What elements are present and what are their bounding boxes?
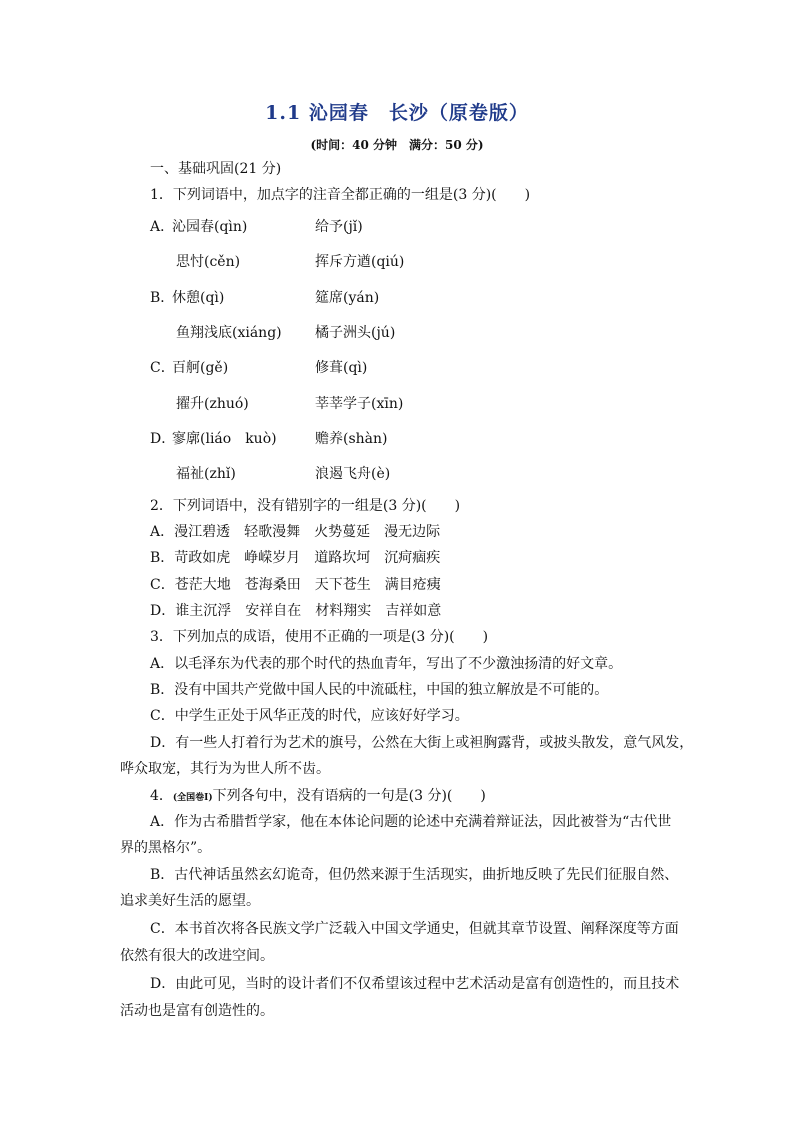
doc-subtitle: (时间：40 分钟 满分：50 分) [310, 138, 484, 152]
q1-stem: 1．下列词语中，加点字的注音全都正确的一组是(3 分)( ) [150, 187, 531, 203]
q4-stem-line [150, 787, 486, 807]
q1-option-a-item2: 给予(jǐ) [315, 219, 363, 235]
q4-number: 4． [150, 788, 173, 804]
q1-option-c-item3: 擢升(zhuó) [176, 396, 249, 412]
q1-option-b-item1: 休憩(qì) [172, 290, 225, 306]
q2-option-d: D．谁主沉浮 安祥自在 材料翔实 吉祥如意 [150, 603, 442, 619]
q4-option-b-line2: 追求美好生活的愿望。 [120, 893, 260, 909]
q4-stem: 下列各句中，没有语病的一句是(3 分)( ) [212, 788, 486, 804]
q1-option-d-item4: 浪遏飞舟(è) [315, 466, 391, 482]
q1-option-c-label: C． [150, 360, 175, 376]
q1-option-c-item2: 修葺(qì) [315, 360, 368, 376]
q1-option-d-item1: 寥廓(liáo kuò) [172, 431, 277, 447]
q1-option-d-label: D． [150, 431, 176, 447]
q1-option-b-item4: 橘子洲头(jú) [315, 325, 396, 341]
q3-stem: 3．下列加点的成语，使用不正确的一项是(3 分)( ) [150, 629, 489, 645]
q1-option-d-item2: 赡养(shàn) [315, 431, 388, 447]
q3-option-a: A．以毛泽东为代表的那个时代的热血青年，写出了不少激浊扬清的好文章。 [150, 656, 623, 672]
q3-option-b: B．没有中国共产党做中国人民的中流砥柱，中国的独立解放是不可能的。 [150, 682, 609, 698]
q4-option-c-line2: 依然有很大的改进空间。 [120, 948, 274, 964]
q1-option-b-item2: 筵席(yán) [315, 290, 380, 306]
q4-source-tag: (全国卷Ⅰ) [172, 793, 213, 803]
q2-stem: 2．下列词语中，没有错别字的一组是(3 分)( ) [150, 498, 461, 514]
q1-option-a-label: A． [150, 219, 175, 235]
q4-option-d-line2: 活动也是富有创造性的。 [120, 1003, 274, 1019]
q4-option-d-line1: D．由此可见，当时的设计者们不仅希望该过程中艺术活动是富有创造性的，而且技术 [150, 976, 680, 992]
q3-option-d-line1: D．有一些人打着行为艺术的旗号，公然在大街上或袒胸露背，或披头散发，意气风发， [150, 735, 694, 751]
q4-option-c-line1: C．本书首次将各民族文学广泛载入中国文学通史，但就其章节设置、阐释深度等方面 [150, 921, 679, 937]
q1-option-a-item4: 挥斥方遒(qiú) [315, 254, 405, 270]
q4-option-a-line1: A．作为古希腊哲学家，他在本体论问题的论述中充满着辩证法，因此被誉为“古代世 [150, 814, 672, 830]
q2-option-b: B．苛政如虎 峥嵘岁月 道路坎坷 沉疴痼疾 [150, 550, 441, 566]
q4-option-a-line2: 界的黑格尔”。 [120, 840, 212, 856]
q1-option-c-item1: 百舸(gě) [172, 360, 229, 376]
q4-option-b-line1: B．古代神话虽然玄幻诡奇，但仍然来源于生活现实，曲折地反映了先民们征服自然、 [150, 867, 679, 883]
q2-option-c: C．苍茫大地 苍海桑田 天下苍生 满目疮痍 [150, 577, 441, 593]
q1-option-a-item1: 沁园春(qìn) [172, 219, 248, 235]
q3-option-c: C．中学生正处于风华正茂的时代，应该好好学习。 [150, 708, 469, 724]
doc-title: 1.1 沁园春 长沙（原卷版） [265, 102, 529, 124]
q1-option-c-item4: 莘莘学子(xīn) [315, 396, 404, 412]
q3-option-d-line2: 哗众取宠，其行为为世人所不齿。 [120, 761, 330, 777]
section-heading: 一、基础巩固(21 分) [150, 161, 282, 177]
q1-option-d-item3: 福祉(zhǐ) [176, 466, 236, 482]
q1-option-b-item3: 鱼翔浅底(xiáng) [176, 325, 282, 341]
q2-option-a: A．漫江碧透 轻歌漫舞 火势蔓延 漫无边际 [150, 524, 441, 540]
q1-option-b-label: B． [150, 290, 175, 306]
q1-option-a-item3: 思忖(cěn) [176, 254, 241, 270]
